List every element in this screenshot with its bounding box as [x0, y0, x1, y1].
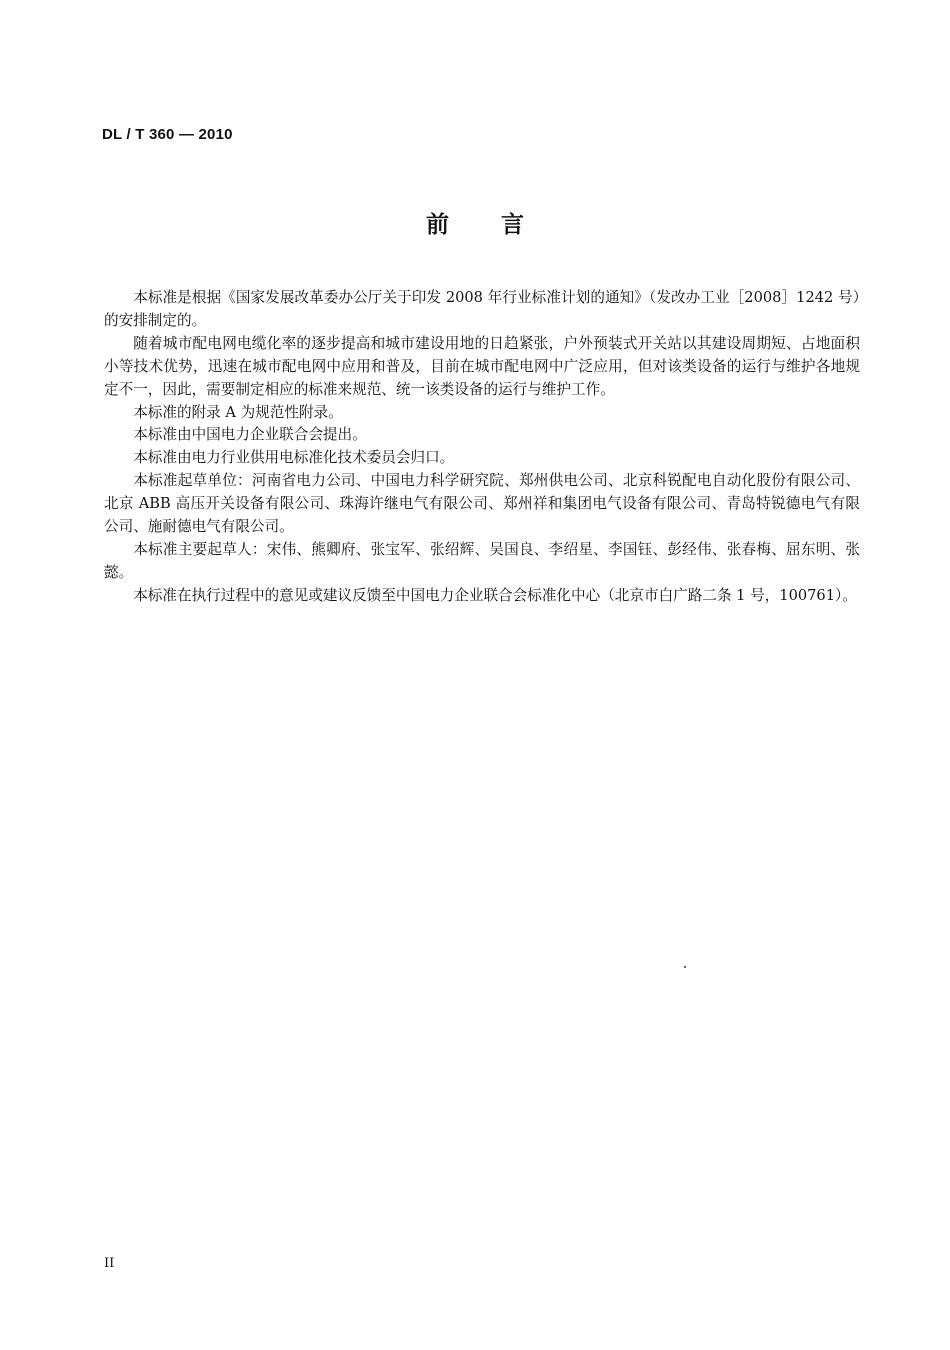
paragraph-drafting-units: 本标准起草单位：河南省电力公司、中国电力科学研究院、郑州供电公司、北京科锐配电自动化股份有限公司、北京 ABB 高压开关设备有限公司、珠海许继电气有限公司、郑州祥和集团电气设备有限公司、青岛特锐德电气有限公司、施耐德电气有限公司。 [104, 472, 860, 536]
paragraph-committee: 本标准由电力行业供用电标准化技术委员会归口。 [133, 449, 455, 467]
page-title: 前言 [426, 212, 576, 238]
page-number: II [104, 1256, 115, 1271]
document-code: DL / T 360 — 2010 [102, 126, 233, 143]
paragraph-basis: 本标准是根据《国家发展改革委办公厅关于印发 2008 年行业标准计划的通知》（发改办工业［2008］1242 号）的安排制定的。 [104, 289, 860, 329]
paragraph-feedback: 本标准在执行过程中的意见或建议反馈至中国电力企业联合会标准化中心（北京市白广路二条 1 号，100761）。 [133, 586, 857, 604]
paragraph-drafters: 本标准主要起草人：宋伟、熊卿府、张宝军、张绍辉、吴国良、李绍星、李国钰、彭经伟、张春梅、屈东明、张懿。 [104, 540, 860, 581]
foreword-body [104, 287, 860, 608]
paragraph-proposer: 本标准由中国电力企业联合会提出。 [133, 426, 367, 444]
paragraph-background: 随着城市配电网电缆化率的逐步提高和城市建设用地的日趋紧张，户外预装式开关站以其建设周期短、占地面积小等技术优势，迅速在城市配电网中应用和普及，目前在城市配电网中广泛应用，但对该类设备的运行与维护各地规定不一，因此，需要制定相应的标准来规范、统一该类设备的运行与维护工作。 [104, 334, 860, 398]
paragraph-appendix: 本标准的附录 A 为规范性附录。 [133, 403, 343, 421]
scan-speck [684, 966, 686, 968]
